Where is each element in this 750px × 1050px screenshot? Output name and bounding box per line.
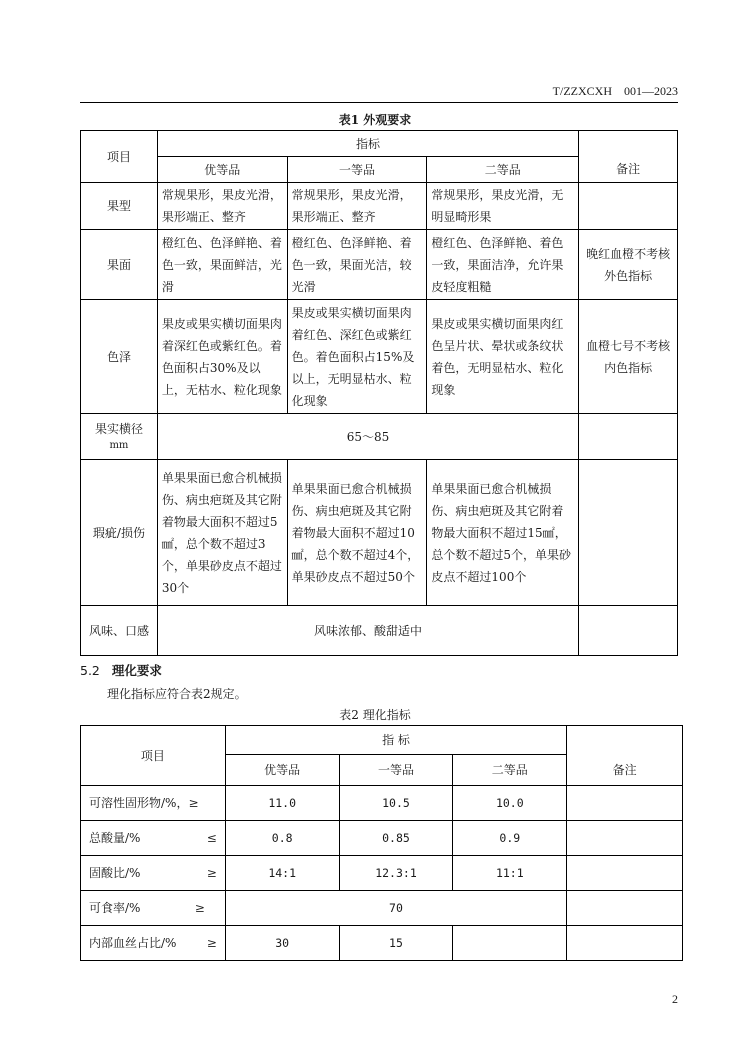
- comparison-symbol: ≥: [206, 866, 217, 880]
- shape-grade-3: 常规果形，果皮光滑，无明显畸形果: [427, 183, 579, 230]
- table2-grade-1: 优等品: [225, 755, 339, 786]
- item-label: 内部血丝占比/%: [89, 936, 177, 950]
- row-label: [81, 821, 226, 856]
- table1-remark: 备注: [579, 157, 678, 183]
- comparison-symbol: ≥: [194, 901, 205, 915]
- defect-grade-2: 单果果面已愈合机械损伤、病虫疤斑及其它附着物最大面积不超过10㎟，总个数不超过4个，单果砂皮点不超过50个: [287, 460, 427, 606]
- value-grade-1: 0.8: [225, 821, 339, 856]
- surface-grade-1: 橙红色、色泽鲜艳、着色一致，果面鲜洁，光滑: [157, 230, 287, 300]
- row-label: [81, 856, 226, 891]
- row-shape-label: 果型: [81, 183, 158, 230]
- value-grade-3: 10.0: [453, 786, 567, 821]
- value-grade-2: 0.85: [339, 821, 453, 856]
- table-appearance: [80, 130, 678, 656]
- value-grade-3: 11:1: [453, 856, 567, 891]
- row-defect-label: 瑕疵/损伤: [81, 460, 158, 606]
- table2-grade-2: 一等品: [339, 755, 453, 786]
- table-row: [81, 821, 683, 856]
- table-physicochemical: [80, 725, 683, 961]
- color-grade-1: 果皮或果实横切面果肉着深红色或紫红色。着色面积占30%及以上，无枯水、粒化现象: [157, 300, 287, 414]
- item-label: 固酸比/%: [89, 866, 141, 880]
- row-color-label: 色泽: [81, 300, 158, 414]
- value-grade-2: 12.3:1: [339, 856, 453, 891]
- shape-note: [579, 183, 678, 230]
- table2-grade-3: 二等品: [453, 755, 567, 786]
- table1-grade-2: 一等品: [287, 157, 427, 183]
- edible-value: 70: [225, 891, 566, 926]
- value-grade-3: 0.9: [453, 821, 567, 856]
- diameter-unit: mm: [109, 439, 129, 451]
- table1-head-index: 指标: [157, 131, 578, 157]
- table2-caption: 表2 理化指标: [339, 708, 411, 722]
- defect-grade-1: 单果果面已愈合机械损伤、病虫疤斑及其它附着物最大面积不超过5㎟，总个数不超过3个，单果砂皮点不超过30个: [157, 460, 287, 606]
- table-row: [81, 786, 683, 821]
- comparison-symbol: ≥: [188, 796, 199, 810]
- shape-grade-1: 常规果形，果皮光滑，果形端正、整齐: [157, 183, 287, 230]
- section-number: 5.2: [80, 663, 100, 678]
- comparison-symbol: ≤: [206, 831, 217, 845]
- section-heading: [80, 661, 162, 679]
- diameter-value: 65～85: [157, 414, 578, 460]
- item-label: 总酸量/%: [89, 831, 141, 845]
- table1-caption: 表1 外观要求: [338, 113, 412, 127]
- row-surface-label: 果面: [81, 230, 158, 300]
- row-label: [81, 786, 226, 821]
- row-diameter-label: [81, 414, 158, 460]
- value-grade-1: 30: [225, 926, 339, 961]
- color-grade-2: 果皮或果实横切面果肉着红色、深红色或紫红色。着色面积占15%及以上，无明显枯水、粒化现象: [287, 300, 427, 414]
- header-rule: [80, 102, 678, 103]
- table1-head-item: 项目: [81, 131, 158, 183]
- table2-remark: 备注: [567, 755, 683, 786]
- table1-grade-1: 优等品: [157, 157, 287, 183]
- table2-head-index: 指 标: [225, 726, 566, 755]
- row-label: [81, 926, 226, 961]
- color-grade-3: 果皮或果实横切面果肉红色呈片状、晕状或条纹状着色，无明显枯水、粒化现象: [427, 300, 579, 414]
- document-code: T/ZZXCXH 001—2023: [552, 84, 678, 98]
- surface-note: 晚红血橙不考核外色指标: [579, 230, 678, 300]
- table-row: [81, 926, 683, 961]
- section-text: 理化指标应符合表2规定。: [107, 687, 247, 701]
- value-grade-2: 15: [339, 926, 453, 961]
- defect-grade-3: 单果果面已愈合机械损伤、病虫疤斑及其它附着物最大面积不超过15㎟，总个数不超过5个，单果砂皮点不超过100个: [427, 460, 579, 606]
- color-note: 血橙七号不考核内色指标: [579, 300, 678, 414]
- value-grade-1: 11.0: [225, 786, 339, 821]
- table-row: [81, 891, 683, 926]
- surface-grade-2: 橙红色、色泽鲜艳、着色一致，果面光洁，较光滑: [287, 230, 427, 300]
- shape-grade-2: 常规果形，果皮光滑，果形端正、整齐: [287, 183, 427, 230]
- surface-grade-3: 橙红色、色泽鲜艳、着色一致，果面洁净，允许果皮轻度粗糙: [427, 230, 579, 300]
- item-label: 可溶性固形物/%，: [89, 796, 189, 810]
- diameter-label: 果实横径: [94, 421, 143, 436]
- section-title: 理化要求: [111, 663, 162, 678]
- flavor-value: 风味浓郁、酸甜适中: [157, 606, 578, 656]
- row-label: [81, 891, 226, 926]
- value-grade-2: 10.5: [339, 786, 453, 821]
- row-flavor-label: 风味、口感: [81, 606, 158, 656]
- table2-head-item: 项目: [81, 726, 226, 786]
- value-grade-1: 14:1: [225, 856, 339, 891]
- table1-grade-3: 二等品: [427, 157, 579, 183]
- comparison-symbol: ≥: [206, 936, 217, 950]
- page-number: 2: [672, 992, 678, 1006]
- item-label: 可食率/%: [89, 901, 141, 915]
- table-row: [81, 856, 683, 891]
